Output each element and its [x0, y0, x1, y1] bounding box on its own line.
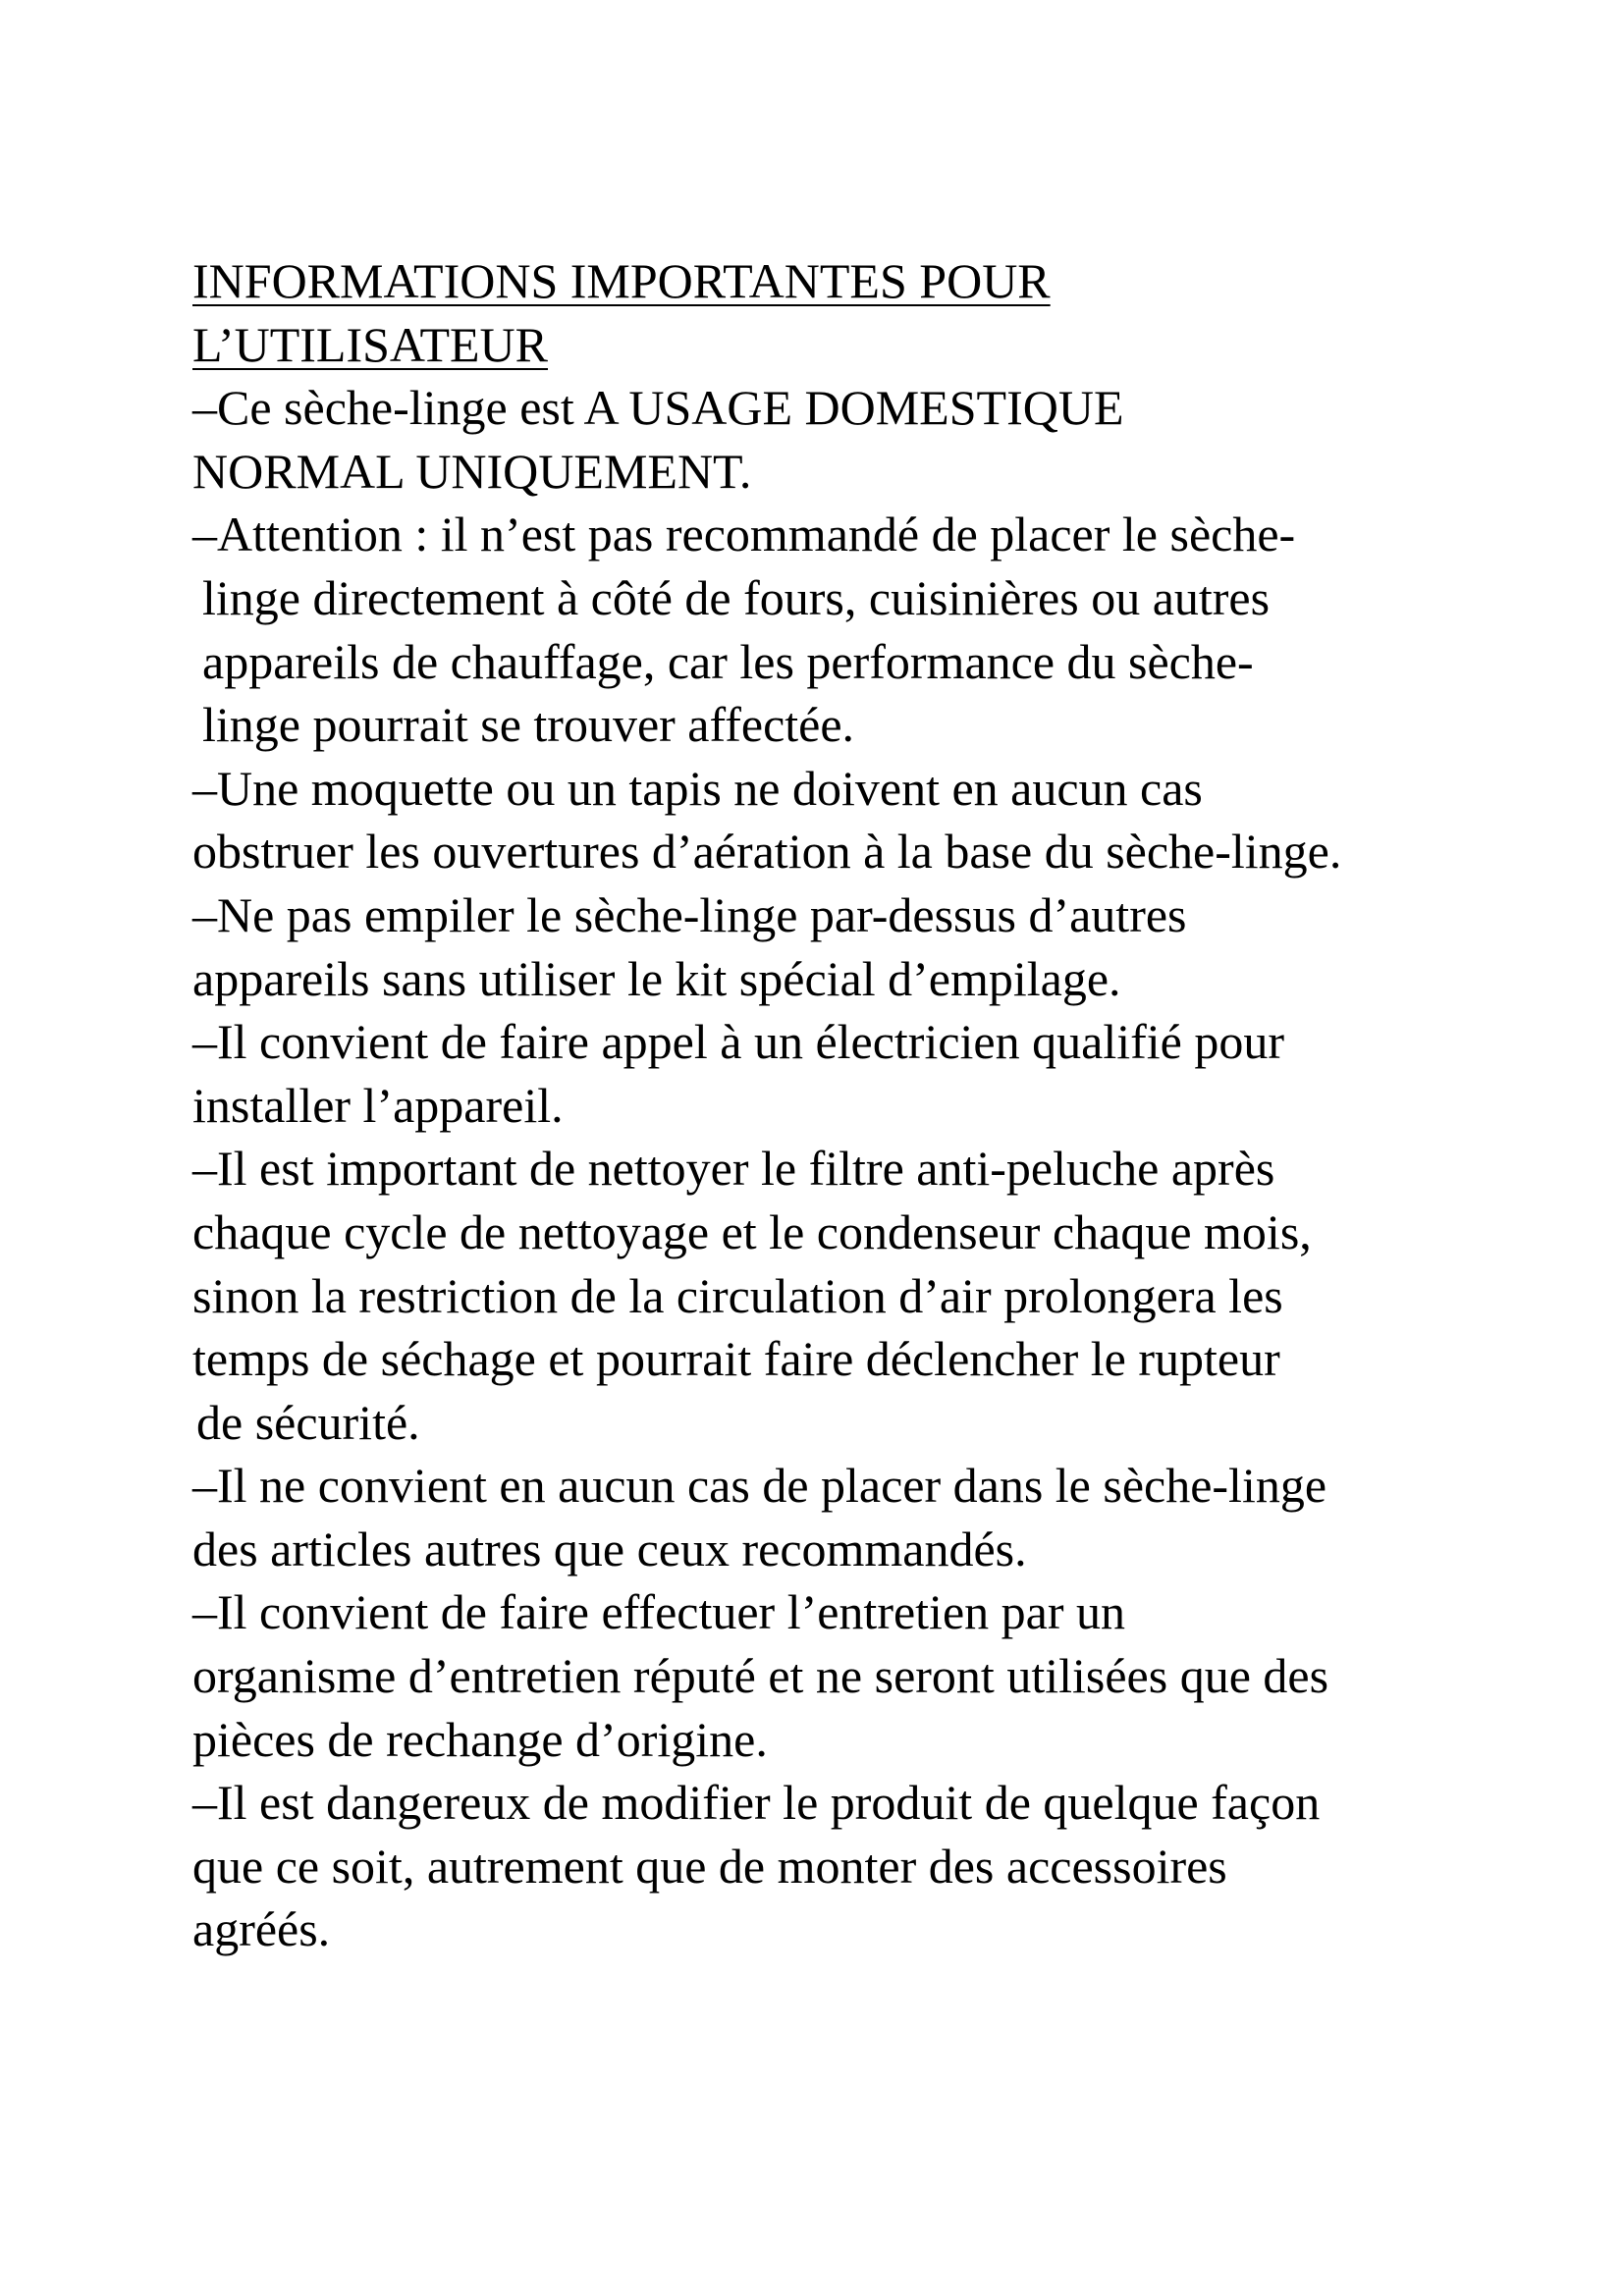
paragraph-line: –Ne pas empiler le sèche-linge par-dessus d’autres: [192, 886, 1187, 942]
paragraph-line: des articles autres que ceux recommandés.: [192, 1521, 1027, 1576]
paragraph-articles: [192, 1454, 1528, 1580]
paragraph-usage: [192, 376, 1528, 503]
paragraph-line: obstruer les ouvertures d’aération à la base du sèche-linge.: [192, 824, 1342, 880]
paragraph-line: NORMAL UNIQUEMENT.: [192, 443, 752, 499]
paragraph-line: –Il est important de nettoyer le filtre anti-peluche après: [192, 1141, 1275, 1197]
paragraph-line: linge pourrait se trouver affectée.: [202, 697, 855, 753]
paragraph-line: linge directement à côté de fours, cuisinières ou autres: [202, 569, 1271, 625]
paragraph-line: installer l’appareil.: [192, 1077, 564, 1133]
paragraph-maintenance: [192, 1580, 1528, 1771]
paragraph-line: pièces de rechange d’origine.: [192, 1711, 768, 1767]
paragraph-line: –Il ne convient en aucun cas de placer dans le sèche-linge: [192, 1458, 1327, 1514]
paragraph-line: –Ce sèche-linge est A USAGE DOMESTIQUE: [192, 380, 1124, 436]
paragraph-modification: [192, 1771, 1528, 1961]
title-line: L’UTILISATEUR: [192, 316, 549, 372]
paragraph-electrician: [192, 1010, 1528, 1137]
paragraph-stacking: [192, 883, 1528, 1010]
paragraph-line: –Il est dangereux de modifier le produit de quelque façon: [192, 1775, 1321, 1831]
paragraph-line: –Il convient de faire appel à un électricien qualifié pour: [192, 1014, 1284, 1070]
paragraph-line: appareils sans utiliser le kit spécial d’empilage.: [192, 950, 1121, 1006]
document-body: [192, 249, 1528, 1961]
paragraph-line: –Une moquette ou un tapis ne doivent en aucun cas: [192, 760, 1203, 816]
paragraph-filter: [192, 1137, 1528, 1454]
paragraph-line: temps de séchage et pourrait faire déclencher le rupteur: [192, 1331, 1280, 1387]
paragraph-line: appareils de chauffage, car les performance du sèche-: [202, 633, 1254, 689]
paragraph-attention: [192, 503, 1528, 756]
paragraph-line: –Il convient de faire effectuer l’entretien par un: [192, 1584, 1125, 1640]
paragraph-line: que ce soit, autrement que de monter des accessoires: [192, 1838, 1227, 1894]
document-title: [192, 249, 1528, 376]
paragraph-carpet: [192, 757, 1528, 883]
title-line: INFORMATIONS IMPORTANTES POUR: [192, 253, 1051, 308]
paragraph-line: organisme d’entretien réputé et ne seront utilisées que des: [192, 1648, 1329, 1704]
paragraph-line: –Attention : il n’est pas recommandé de placer le sèche-: [192, 507, 1296, 562]
paragraph-line: agréés.: [192, 1901, 331, 1957]
paragraph-line: de sécurité.: [196, 1394, 420, 1450]
paragraph-line: sinon la restriction de la circulation d’air prolongera les: [192, 1267, 1283, 1323]
paragraph-line: chaque cycle de nettoyage et le condenseur chaque mois,: [192, 1203, 1312, 1259]
